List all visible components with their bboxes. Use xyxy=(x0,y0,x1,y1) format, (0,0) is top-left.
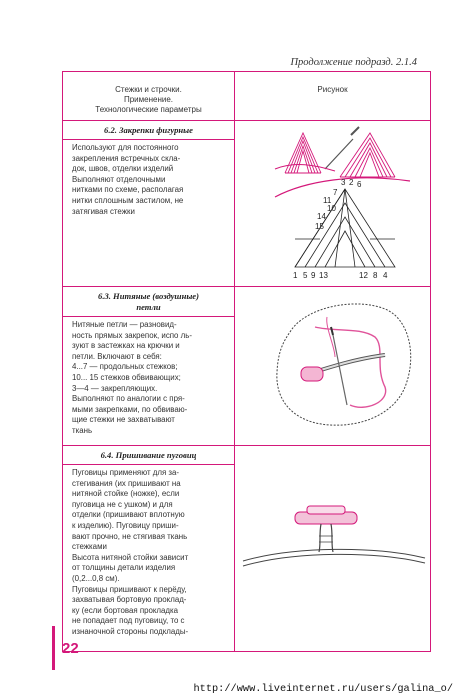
body-line: мыми закрепками, по обвиваю- xyxy=(72,404,188,414)
figure-label: 14 xyxy=(317,212,326,221)
figure-label: 5 xyxy=(303,271,308,280)
figure-label: 15 xyxy=(315,222,324,231)
row-description-6-2 xyxy=(63,121,235,287)
section-title xyxy=(63,287,234,317)
figure-label: 11 xyxy=(323,196,332,205)
table-header-row xyxy=(63,72,431,121)
body-line: петли. Включают в себя: xyxy=(72,351,162,361)
figure-label: 3 xyxy=(341,178,346,187)
figure-label: 4 xyxy=(383,271,388,280)
body-line: Пуговицы применяют для за- xyxy=(72,468,180,477)
section-title-line2: петли xyxy=(136,302,161,312)
section-body xyxy=(63,465,234,638)
body-line: стегивания (их пришивают на xyxy=(72,478,181,488)
body-line: захватывая бортовую проклад- xyxy=(72,595,187,605)
body-line: не попадает под пуговицу, то с xyxy=(72,616,185,626)
body-line: Используют для постоянного xyxy=(72,143,179,152)
body-line: щие стежки не захватывают xyxy=(72,415,175,425)
bartack-scheme xyxy=(295,189,395,267)
header-cell-figure xyxy=(235,72,431,121)
body-line: Пуговицы пришивают к перёду, xyxy=(72,584,187,594)
row-figure-6-3 xyxy=(235,287,431,446)
table-row xyxy=(63,121,431,287)
body-line: ку (если бортовая прокладка xyxy=(72,605,179,615)
stitches-table xyxy=(62,71,431,652)
body-line: ткань xyxy=(72,425,93,435)
figure-label: 9 xyxy=(311,271,316,280)
body-line: 10... 15 стежков обвивающих; xyxy=(72,372,181,382)
body-line: Высота нитяной стойки зависит xyxy=(72,552,189,562)
running-title: Продолжение подразд. 2.1.4 xyxy=(290,57,417,68)
section-body xyxy=(63,140,234,217)
body-line: нитки сплошным застилом, не xyxy=(72,195,184,205)
body-line: док, швов, отделки изделий xyxy=(72,164,174,174)
source-url: http://www.liveinternet.ru/users/galina_o/ xyxy=(193,683,453,695)
section-title: 6.2. Закрепки фигурные xyxy=(63,121,234,140)
body-line: зуют в застежках на крючки и xyxy=(72,341,180,351)
body-line: ность прямых закрепок, испо ль- xyxy=(72,330,192,340)
shaped-bartack-figure xyxy=(235,121,430,286)
row-description-6-4 xyxy=(63,446,235,652)
header-col2-label: Рисунок xyxy=(317,85,348,94)
figure-label: 13 xyxy=(319,271,328,280)
body-line: Выполняют отделочными xyxy=(72,174,166,184)
body-line: 3—4 — закрепляющих. xyxy=(72,383,158,393)
thread-loop-figure xyxy=(235,287,430,445)
section-title-line1: 6.3. Нитяные (воздушные) xyxy=(98,291,199,301)
body-line: 4...7 — продольных стежков; xyxy=(72,362,178,372)
figure-label: 8 xyxy=(373,271,378,280)
header-col1-line2: Применение. xyxy=(123,95,174,104)
header-cell-description xyxy=(63,72,235,121)
figure-label: 7 xyxy=(333,188,338,197)
body-line: вают прочно, не стягивая ткань xyxy=(72,531,188,541)
figure-label: 1 xyxy=(293,271,298,280)
body-line: закрепления встречных скла- xyxy=(72,153,181,163)
body-line: изнаночной стороны подклады- xyxy=(72,626,189,636)
body-line: отделки (пришивают вплотную xyxy=(72,510,185,520)
header-col1-line3: Технологические параметры xyxy=(95,105,202,114)
section-body xyxy=(63,317,234,437)
body-line: к изделию). Пуговицу приши- xyxy=(72,520,179,530)
body-line: затягивая стежки xyxy=(72,206,135,216)
figure-label: 12 xyxy=(359,271,368,280)
body-line: от толщины детали изделия xyxy=(72,563,176,573)
body-line: стежками xyxy=(72,542,107,552)
row-description-6-3 xyxy=(63,287,235,446)
body-line: нитяной стойке (ножке), если xyxy=(72,489,180,499)
header-col1-line1: Стежки и строчки. xyxy=(115,85,182,94)
row-figure-6-4 xyxy=(235,446,431,652)
body-line: Нитяные петли — разновид- xyxy=(72,320,177,329)
body-line: пуговица не с ушком) и для xyxy=(72,499,173,509)
page-number: 22 xyxy=(62,640,79,657)
section-title: 6.4. Пришивание пуговиц xyxy=(63,446,234,465)
row-figure-6-2 xyxy=(235,121,431,287)
body-line: нитками по схеме, располагая xyxy=(72,185,184,195)
page-number-bar xyxy=(52,626,55,670)
figure-label: 2 xyxy=(349,178,354,187)
body-line: (0,2...0,8 см). xyxy=(72,573,120,583)
button-sewing-figure xyxy=(235,446,430,651)
figure-label: 6 xyxy=(357,180,362,189)
body-line: Выполняют по аналогии с пря- xyxy=(72,394,185,404)
figure-label: 10 xyxy=(327,204,336,213)
table-row xyxy=(63,446,431,652)
table-row xyxy=(63,287,431,446)
